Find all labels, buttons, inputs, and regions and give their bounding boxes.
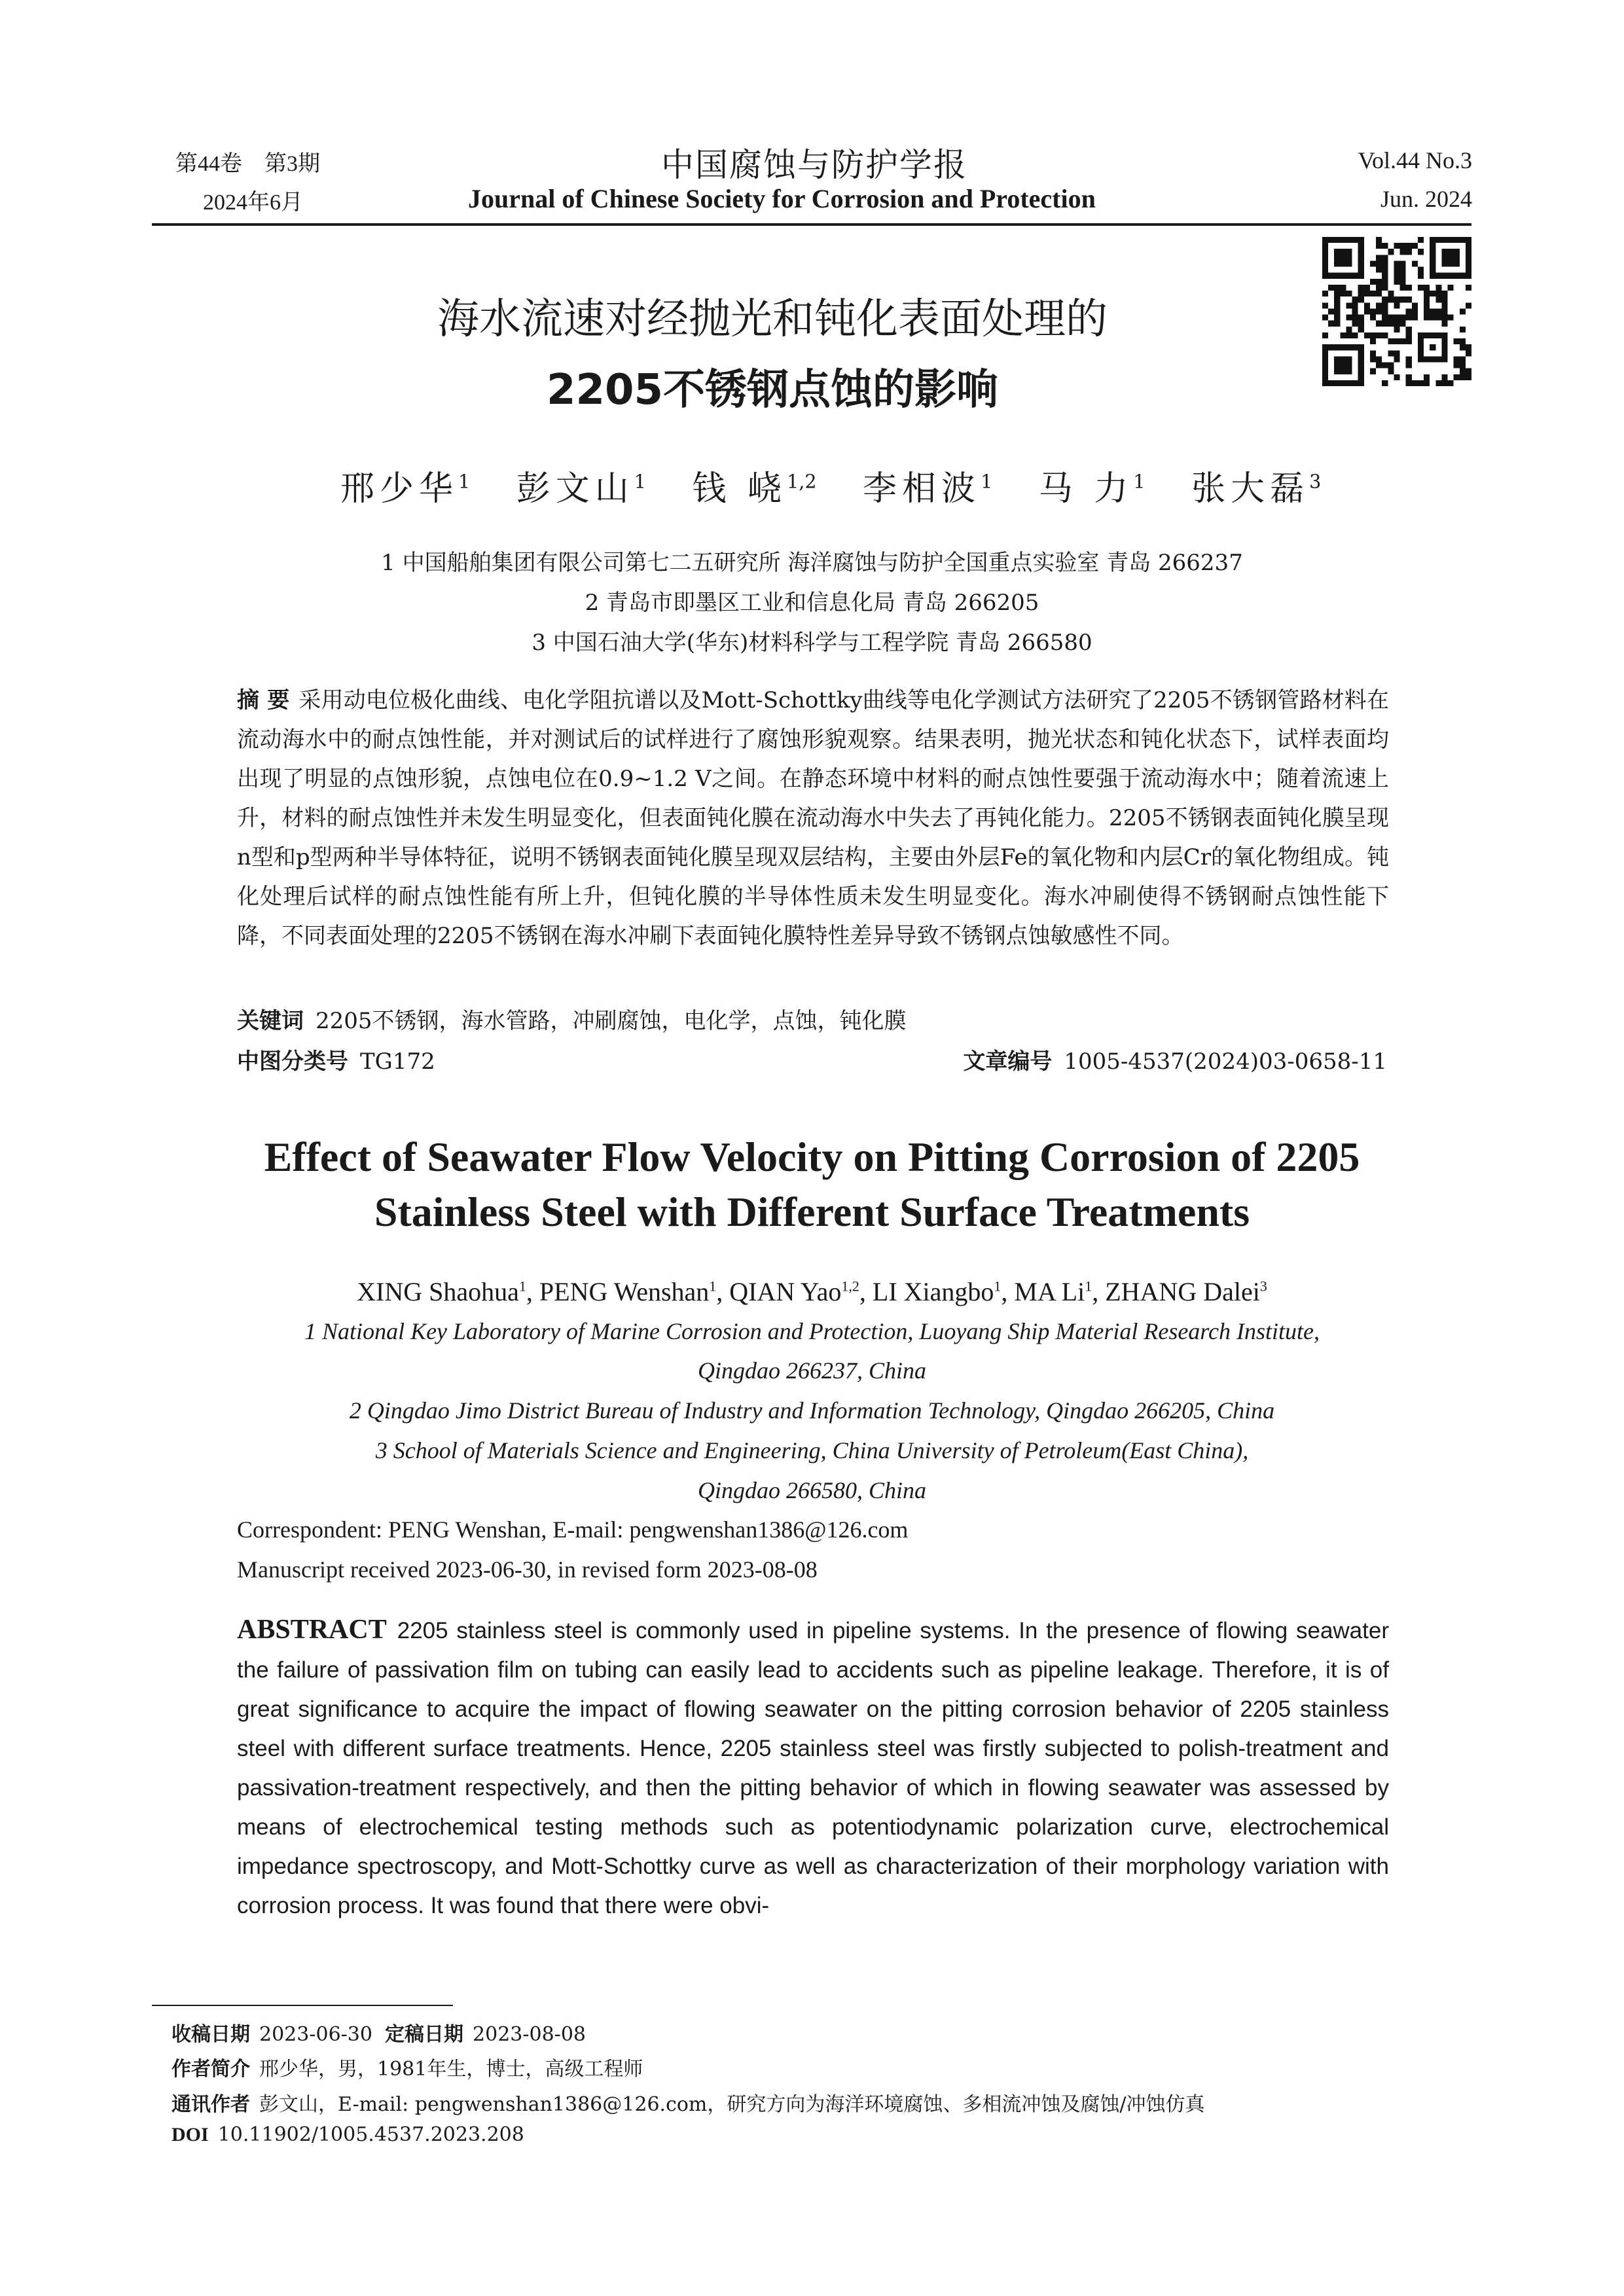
author-en: MA Li [1014,1277,1085,1306]
affiliation-cn-2: 2 青岛市即墨区工业和信息化局 青岛 266205 [585,590,1039,616]
footnote-doi[interactable]: DOI 10.11902/1005.4537.2023.208 [171,2123,524,2146]
affiliation-en-2: 2 Qingdao Jimo District Bureau of Industry and Information Technology, Qingdao 266205, China [349,1397,1275,1424]
author-en: ZHANG Dalei [1105,1277,1260,1306]
header-date-en: Jun. 2024 [1380,186,1472,212]
header-journal-name-en: Journal of Chinese Society for Corrosion and Protection [468,184,1096,213]
abstract-cn-text: 采用动电位极化曲线、电化学阻抗谱以及Mott-Schottky曲线等电化学测试方法研究了2205不锈钢管路材料在流动海水中的耐点蚀性能，并对测试后的试样进行了腐蚀形貌观察。结果表明，抛光状态和钝化状态下，试样表面均出现了明显的点蚀形貌，点蚀电位在0.9~1.2 V之间。在静态环境中材料的耐点蚀性要强于流动海水中；随着流速上升，材料的耐点蚀性并未发生明显变化，但表面钝化膜在流动海水中失去了再钝化能力。2205不锈钢表面钝化膜呈现n型和p型两种半导体特征，说明不锈钢表面钝化膜呈现双层结构，主要由外层Fe的氧化物和内层Cr的氧化物组成。钝化处理后试样的耐点蚀性能有所上升，但钝化膜的半导体性质未发生明显变化。海水冲刷使得不锈钢耐点蚀性能下降，不同表面处理的2205不锈钢在海水冲刷下表面钝化膜特性差异导致不锈钢点蚀敏感性不同。 [237,687,1389,949]
keywords-cn [237,1003,907,1035]
authors-en: XING Shaohua$^1$, PENG Wenshan$^1$, QIAN Yao$^{1,2}$, LI Xiangbo$^1$, MA Li$^1$, ZHANG Dalei$^3$ [357,1277,1267,1306]
author-en: LI Xiangbo [872,1277,994,1306]
title-en-line-1: Effect of Seawater Flow Velocity on Pitting Corrosion of 2205 [264,1134,1360,1180]
author-en: QIAN Yao [729,1277,842,1306]
article-number-cn [963,1043,1387,1075]
author-en: PENG Wenshan [539,1277,710,1306]
keywords-cn-label: 关键词 [237,1008,304,1034]
author-cn: 张大磊$^3$ [1191,469,1322,509]
affiliation-en-1: 1 National Key Laboratory of Marine Corrosion and Protection, Luoyang Ship Material Research Institute, [304,1318,1320,1344]
keywords-cn-text: 2205不锈钢，海水管路，冲刷腐蚀，电化学，点蚀，钝化膜 [316,1008,907,1034]
authors-cn [340,461,1351,510]
title-en-line-2: Stainless Steel with Different Surface Treatments [374,1189,1250,1235]
affiliation-cn-1: 1 中国船舶集团有限公司第七二五研究所 海洋腐蚀与防护全国重点实验室 青岛 266237 [381,550,1243,576]
affiliation-cn-3: 3 中国石油大学(华东)材料科学与工程学院 青岛 266580 [532,630,1092,656]
footnote-rule [152,2005,453,2006]
abstract-cn-label: 摘 要 [237,687,290,713]
classification-cn-text: TG172 [360,1049,435,1075]
article-number-cn-text: 1005-4537(2024)03-0658-11 [1064,1049,1387,1075]
article-number-cn-label: 文章编号 [963,1049,1053,1075]
abstract-en-label: ABSTRACT [237,1615,387,1645]
manuscript-received-line: Manuscript received 2023-06-30, in revised form 2023-08-08 [237,1556,818,1583]
author-cn: 钱 峣$^{1,2}$ [692,469,817,509]
author-cn: 李相波$^1$ [863,469,993,509]
affiliation-en-3-city: Qingdao 266580, China [697,1477,926,1503]
correspondent-line: Correspondent: PENG Wenshan, E-mail: pengwenshan1386@126.com [237,1516,909,1543]
header-journal-name-cn: 中国腐蚀与防护学报 [661,147,967,183]
abstract-en-text: 2205 stainless steel is commonly used in pipeline systems. In the presence of flowing seawater the failure of passivation film on tubing can easily lead to accidents such as pipeline leakage. Therefore, it is of great significance to acquire the impact of flowing seawater on the pitting corrosion behavior of 2205 stainless steel with different surface treatments. Hence, 2205 stainless steel was firstly subjected to polish-treatment and passivation-treatment respectively, and then the pitting behavior of which in flowing seawater was assessed by means of electrochemical testing methods such as potentiodynamic polarization curve, electrochemical impedance spectroscopy, and Mott-Schottky curve as well as characterization of their morphology variation with corrosion process. It was found that there were obvi- [237,1618,1389,1918]
header-volume-en: Vol.44 No.3 [1358,147,1472,173]
author-cn: 马 力$^1$ [1038,469,1146,509]
author-cn: 邢少华$^1$ [340,469,471,509]
author-en: XING Shaohua [357,1277,519,1306]
title-cn-line-1: 海水流速对经抛光和钝化表面处理的 [437,295,1108,344]
abstract-en [237,1610,1389,1926]
affiliation-en-1-city: Qingdao 266237, China [697,1357,926,1384]
abstract-cn [237,681,1389,956]
header-date-cn: 2024年6月 [203,190,303,215]
title-cn-line-2: 2205不锈钢点蚀的影响 [546,366,999,414]
footnote-author-bio: 作者简介 邢少华，男，1981年生，博士，高级工程师 [171,2058,643,2081]
classification-cn-label: 中图分类号 [237,1049,348,1075]
author-cn: 彭文山$^1$ [516,469,646,509]
header-volume-cn: 第44卷 第3期 [175,152,320,176]
affiliation-en-3: 3 School of Materials Science and Engineering, China University of Petroleum(East China), [375,1437,1249,1463]
classification-cn [237,1043,435,1075]
footnote-corresponding-author: 通讯作者 彭文山，E-mail: pengwenshan1386@126.com，研究方向为海洋环境腐蚀、多相流冲蚀及腐蚀/冲蚀仿真 [171,2093,1205,2116]
footnote-dates: 收稿日期 2023-06-30 定稿日期 2023-08-08 [171,2023,586,2046]
header-rule [152,223,1471,226]
title-en [131,1130,1493,1240]
